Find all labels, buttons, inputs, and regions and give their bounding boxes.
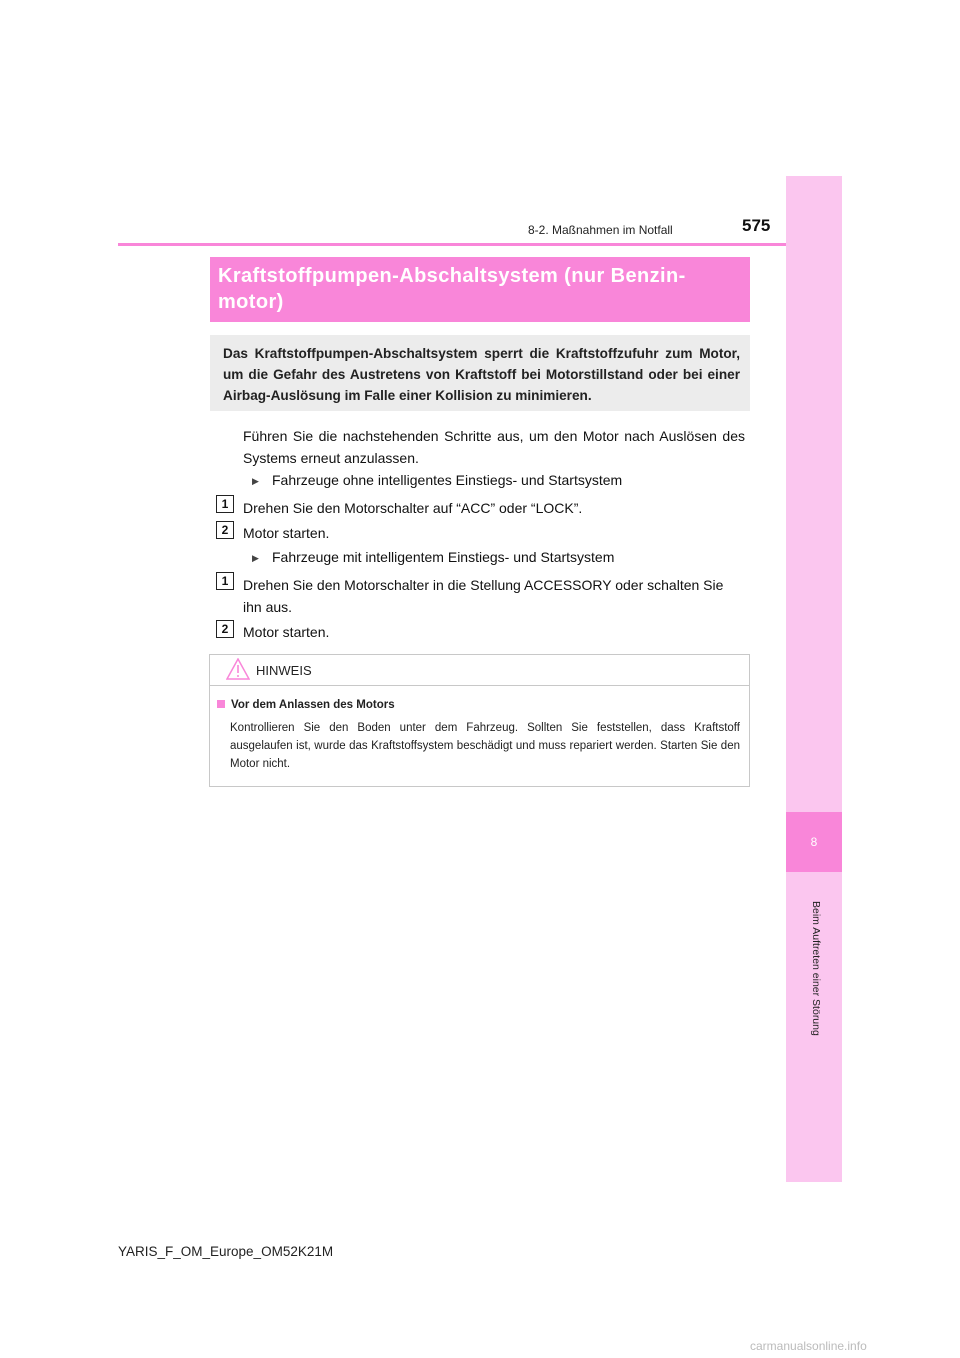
intro-summary: Das Kraftstoffpumpen-Abschaltsystem sperrt die Kraftstoffzufuhr zum Motor, um die Gefahr des Austretens von Kraftstoff bei Motorstillstand oder bei einer Airbag-Auslösung im Falle einer Kollision zu minimieren. <box>210 335 750 411</box>
notice-header <box>210 655 749 686</box>
group-heading-with-smart-entry <box>252 549 614 565</box>
square-bullet-icon <box>217 700 225 708</box>
step-number-badge: 2 <box>216 620 234 638</box>
notice-label: HINWEIS <box>256 663 312 678</box>
header-divider <box>118 243 786 246</box>
section-header: 8-2. Maßnahmen im Notfall <box>528 223 673 237</box>
page-title: Kraftstoffpumpen-Abschaltsystem (nur Benzin-motor) <box>210 257 750 322</box>
chapter-number: 8 <box>810 835 818 849</box>
group-heading-label: Fahrzeuge ohne intelligentes Einstiegs- und Startsystem <box>272 472 623 488</box>
warning-triangle-icon <box>226 658 250 680</box>
group-heading-label: Fahrzeuge mit intelligentem Einstiegs- und Startsystem <box>272 549 615 565</box>
step-number-badge: 2 <box>216 521 234 539</box>
chapter-title: Beim Auftreten einer Störung <box>810 901 822 1036</box>
step-number-badge: 1 <box>216 495 234 513</box>
notice-text: Kontrollieren Sie den Boden unter dem Fahrzeug. Sollten Sie feststellen, dass Kraftstoff ausgelaufen ist, wurde das Kraftstoffsystem beschädigt und muss repariert werden. Starten Sie den Motor nicht. <box>230 722 740 770</box>
body-paragraph: Führen Sie die nachstehenden Schritte aus, um den Motor nach Auslösen des Systems erneut anzulassen. <box>243 428 745 466</box>
watermark: carmanualsonline.info <box>750 1339 867 1353</box>
notice-subheading <box>217 699 395 711</box>
step-text: Motor starten. <box>243 525 330 541</box>
notice-box <box>209 654 750 787</box>
step-number-badge: 1 <box>216 572 234 590</box>
step-text: Drehen Sie den Motorschalter in die Stellung ACCESSORY oder schalten Sie ihn aus. <box>243 577 724 615</box>
step-text: Drehen Sie den Motorschalter auf “ACC” oder “LOCK”. <box>243 500 583 516</box>
triangle-bullet-icon: ▶ <box>252 553 259 563</box>
document-footer: YARIS_F_OM_Europe_OM52K21M <box>118 1244 334 1259</box>
page-number: 575 <box>742 216 771 235</box>
chapter-number-tab <box>786 812 842 872</box>
notice-subheading-text: Vor dem Anlassen des Motors <box>231 699 395 711</box>
triangle-bullet-icon: ▶ <box>252 476 259 486</box>
step-text: Motor starten. <box>243 624 330 640</box>
group-heading-without-smart-entry <box>252 472 622 488</box>
